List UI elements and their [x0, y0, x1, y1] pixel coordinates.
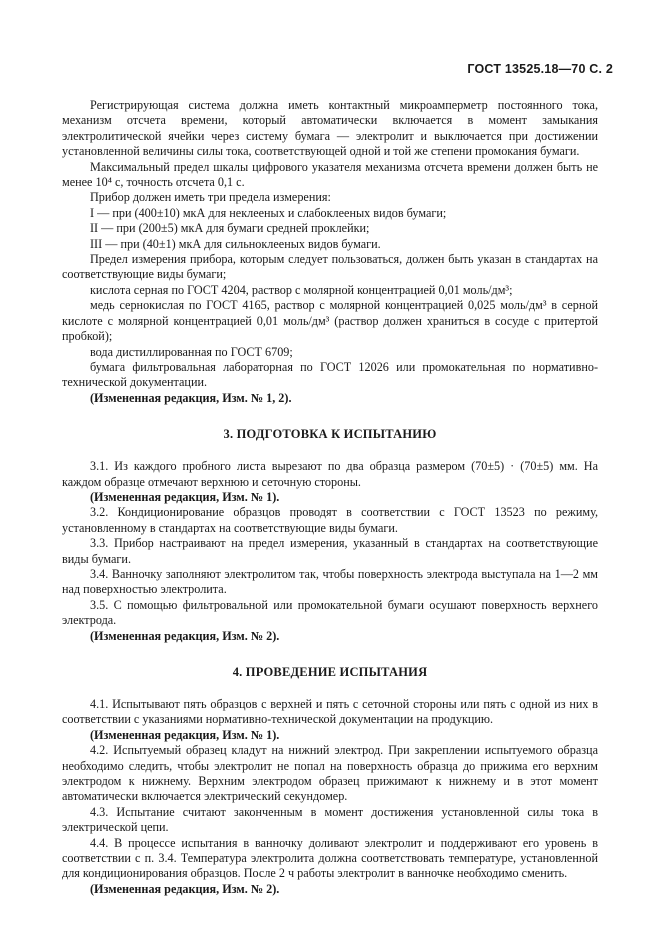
page-header: ГОСТ 13525.18—70 С. 2 — [467, 62, 613, 76]
paragraph: 4.3. Испытание считают законченным в момент достижения установленной силы тока в электрической цепи. — [62, 804, 598, 835]
paragraph: кислота серная по ГОСТ 4204, раствор с молярной концентрацией 0,01 моль/дм³; — [90, 282, 513, 297]
revision-note: (Измененная редакция, Изм. № 1, 2). — [90, 390, 292, 405]
paragraph: 3.1. Из каждого пробного листа вырезают по два образца размером (70±5) · (70±5) мм. На каждом образце отмечают верхнюю и сеточную стороны. — [62, 459, 598, 489]
paragraph: 4.2. Испытуемый образец кладут на нижний электрод. При закреплении испытуемого образца необходимо следить, чтобы электролит не попал на поверхность образца до прижима его верхним электродом к нижнему. Верхним электродом образец прижимают к нижнему и в этот момент автоматически включается электрический секундомер. — [62, 743, 598, 804]
paragraph: Прибор должен иметь три предела измерения: — [90, 190, 331, 205]
paragraph: 3.4. Ванночку заполняют электролитом так, чтобы поверхность электрода выступала на 1—2 мм над поверхностью электролита. — [62, 566, 598, 597]
list-item: I — при (400±10) мкА для неклееных и слабоклееных видов бумаги; — [90, 205, 447, 220]
list-item: II — при (200±5) мкА для бумаги средней проклейки; — [90, 221, 370, 236]
paragraph: 3.5. С помощью фильтровальной или промокательной бумаги осушают поверхность верхнего электрода. — [62, 597, 598, 628]
paragraph: Регистрирующая система должна иметь контактный микроамперметр постоянного тока, механизм отсчета времени, который автоматически включается в момент замыкания электролитической ячейки через систему бумага — электролит и выключается при достижении установленной величины силы тока, соответствующей одной и той же степени промокания бумаги. — [62, 98, 598, 159]
section-heading: 3. ПОДГОТОВКА К ИСПЫТАНИЮ — [223, 427, 437, 442]
paragraph: Максимальный предел шкалы цифрового указателя механизма отсчета времени должен быть не менее 10⁴ с, точность отсчета 0,1 с. — [62, 159, 598, 190]
revision-note: (Измененная редакция, Изм. № 2). — [90, 628, 280, 643]
list-item: III — при (40±1) мкА для сильноклееных видов бумаги. — [90, 236, 381, 251]
revision-note: (Измененная редакция, Изм. № 1). — [90, 727, 280, 742]
paragraph: Предел измерения прибора, которым следует пользоваться, должен быть указан в стандартах на соответствующие виды бумаги; — [62, 252, 598, 282]
paragraph: 4.4. В процессе испытания в ванночку доливают электролит и поддерживают его уровень в соответствии с п. 3.4. Температура электролита должна соответствовать температуре, установленной для кондиционирования образцов. После 2 ч работы электролит в ванночке необходимо сменить. — [62, 835, 598, 881]
revision-note: (Измененная редакция, Изм. № 2). — [90, 881, 280, 896]
paragraph: медь сернокислая по ГОСТ 4165, раствор с молярной концентрацией 0,025 моль/дм³ в серной кислоте с молярной концентрацией 0,01 моль/дм³ (раствор должен храниться в сосуде с притертой пробкой); — [62, 298, 598, 344]
paragraph: вода дистиллированная по ГОСТ 6709; — [90, 344, 293, 359]
paragraph: 3.3. Прибор настраивают на предел измерения, указанный в стандартах на соответствующие виды бумаги. — [62, 536, 598, 566]
revision-note: (Измененная редакция, Изм. № 1). — [90, 489, 280, 504]
document-body — [62, 98, 598, 897]
paragraph: 3.2. Кондиционирование образцов проводят в соответствии с ГОСТ 13523 по режиму, установленному в стандартах на соответствующие виды бумаги. — [62, 505, 598, 535]
paragraph: 4.1. Испытывают пять образцов с верхней и пять с сеточной стороны или пять с одной из них в соответствии с указаниями нормативно-технической документации на продукцию. — [62, 697, 598, 727]
paragraph: бумага фильтровальная лабораторная по ГОСТ 12026 или промокательная по нормативно-технической документации. — [62, 359, 598, 390]
section-heading: 4. ПРОВЕДЕНИЕ ИСПЫТАНИЯ — [232, 665, 428, 679]
